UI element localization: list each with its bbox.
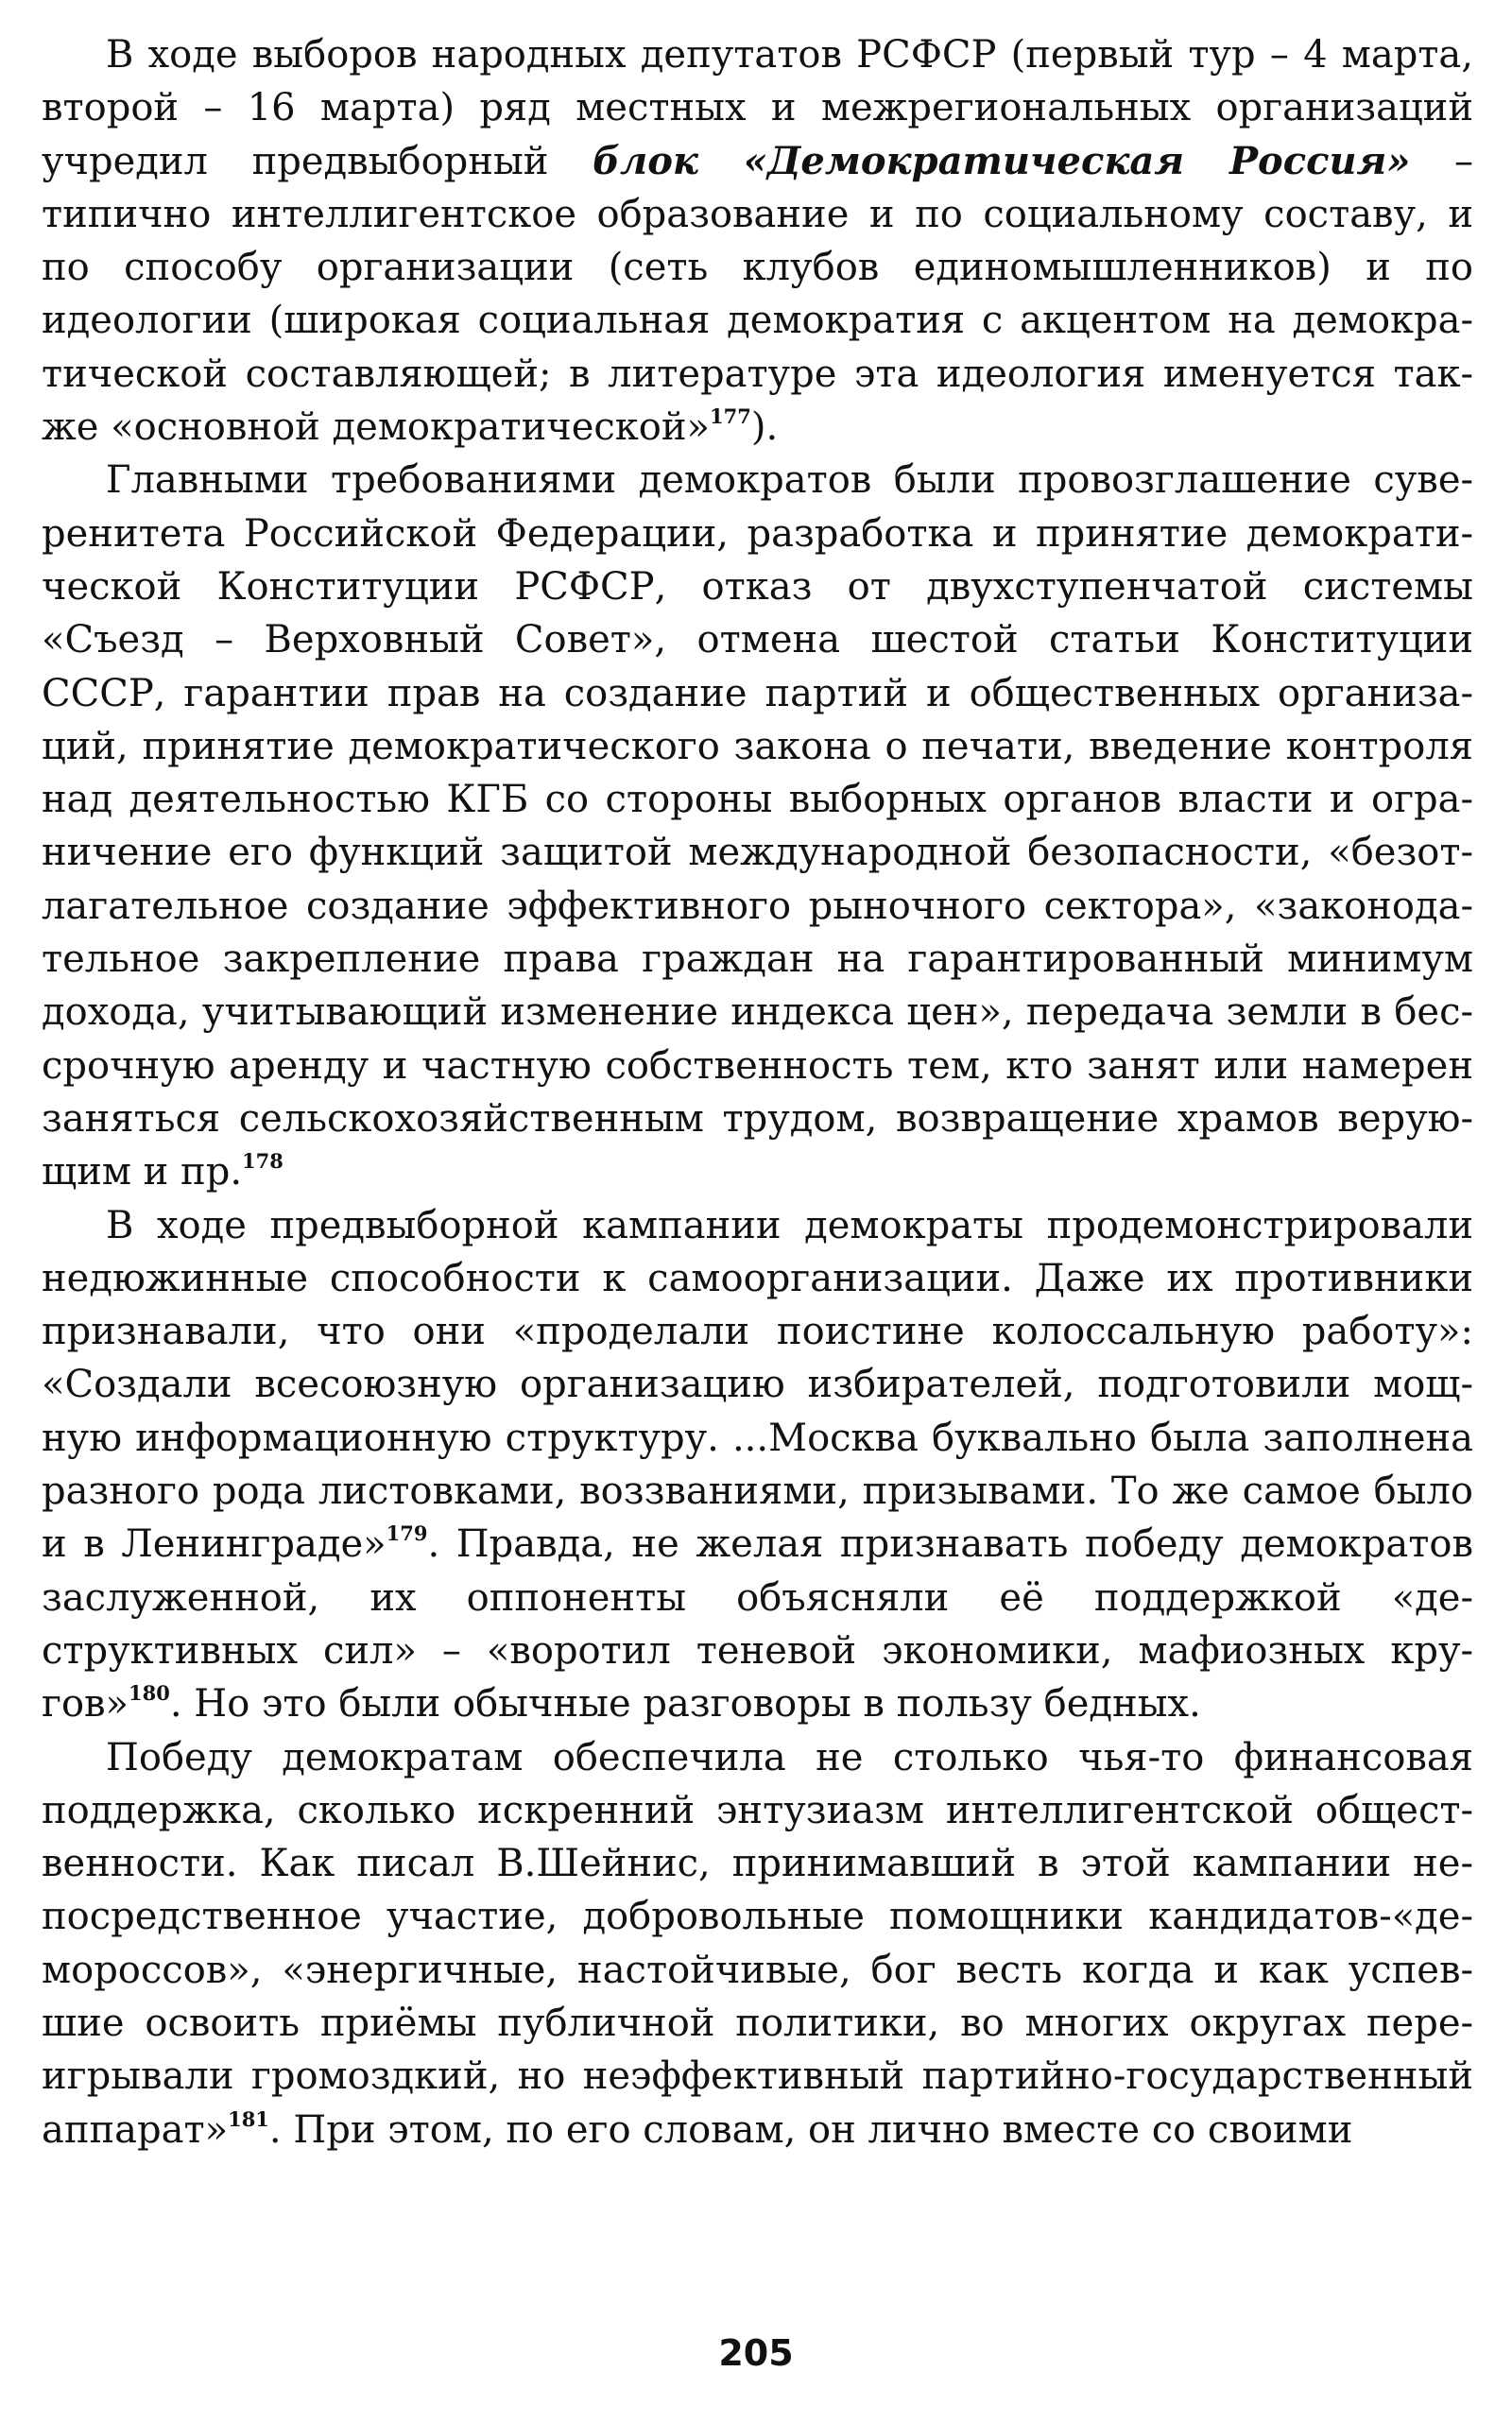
text-run: . Правда, не желая признавать победу демократов заслуженной, их оппоненты объясняли её поддержкой «деструктивных сил» – «воротил теневой экономики, мафиозных кругов» xyxy=(42,1522,1473,1727)
footnote-ref: 181 xyxy=(228,2106,269,2131)
footnote-ref: 178 xyxy=(242,1149,284,1174)
paragraph xyxy=(42,1731,1473,2157)
text-run: – типично интеллигентское образование и по социальному составу, и по способу организации (сеть клубов единомышленников) и по идеологии (широкая социальная демократия с акцентом на демократической составляющей; в литературе эта идеология именуется также «основной демократической» xyxy=(42,139,1474,450)
page-number: 205 xyxy=(718,2332,794,2374)
text-run: Победу демократам обеспечила не столько чья-то финансовая поддержка, сколько искренний энтузиазм интеллигентской общественности. Как писал В.Шейнис, принимавший в этой кампании непосредственное участие, добровольные помощники кандидатов-«демороссов», «энергичные, настойчивые, бог весть когда и как успевшие освоить приёмы публичной политики, во многих округах переигрывали громоздкий, но неэффективный партийно-государственный аппарат» xyxy=(42,1735,1473,2152)
text-run: В ходе предвыборной кампании демократы продемонстрировали недюжинные способности к самоорганизации. Даже их противники признавали, что они «проделали поистине колоссальную работу»: «Создали всесоюзную организацию избирателей, подготовили мощную информационную структуру. ...Москва буквально была заполнена разного рода листовками, воззваниями, призывами. То же самое было и в Ленинграде» xyxy=(42,1203,1473,1567)
paragraph xyxy=(42,1199,1473,1731)
text-run: . При этом, по его словам, он лично вместе со своими xyxy=(268,2107,1353,2152)
footnote-ref: 179 xyxy=(386,1521,428,1546)
text-run: Главными требованиями демократов были провозглашение суверенитета Российской Федерации, разработка и принятие демократической Конституции РСФСР, отказ от двухступенчатой системы «Съезд – Верховный Совет», отмена шестой статьи Конституции СССР, гарантии прав на создание партий и общественных организаций, принятие демократического закона о печати, введение контроля над деятельностью КГБ со стороны выборных органов власти и ограничение его функций защитой международной безопасности, «безотлагательное создание эффективного рыночного сектора», «законодательное закрепление права граждан на гарантированный минимум дохода, учитывающий изменение индекса цен», передача земли в бессрочную аренду и частную собственность тем, кто занят или намерен заняться сельскохозяйственным трудом, возвращение храмов верующим и пр. xyxy=(42,458,1473,1194)
text-run: . Но это были обычные разговоры в пользу бедных. xyxy=(169,1682,1201,1727)
footnote-ref: 177 xyxy=(710,404,751,429)
text-run: В ходе выборов народных депутатов РСФСР (первый тур – 4 марта, второй – 16 марта) ряд местных и межрегиональных организаций учредил предвыборный xyxy=(42,33,1473,183)
paragraph xyxy=(42,454,1473,1198)
page-body xyxy=(42,28,1473,2157)
text-run: ). xyxy=(750,405,779,450)
emphasized-term: блок «Демократическая Россия» xyxy=(593,138,1411,183)
paragraph xyxy=(42,28,1473,454)
footnote-ref: 180 xyxy=(129,1681,170,1706)
